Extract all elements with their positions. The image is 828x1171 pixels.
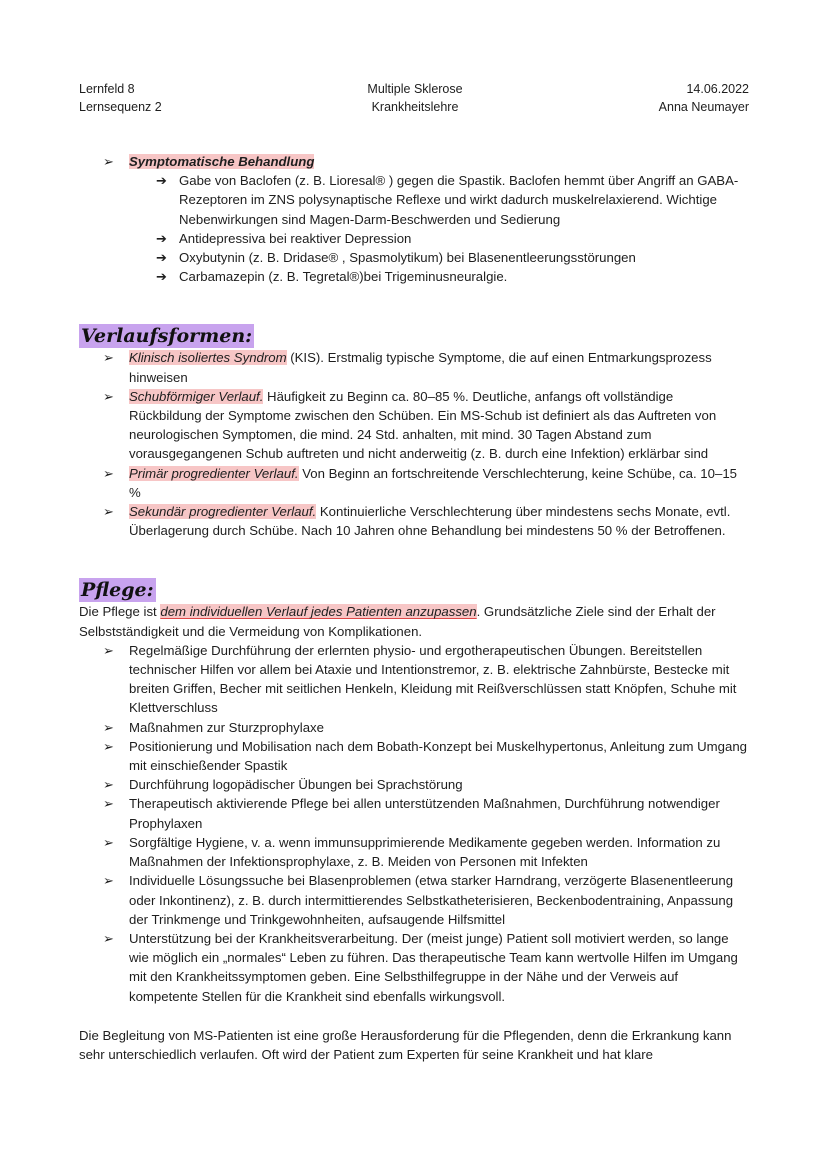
section-title-verlaufsformen: Verlaufsformen: xyxy=(81,325,253,348)
verlauf-section xyxy=(79,324,749,348)
pflege-intro-post: . Grundsätzliche Ziele sind der Erhalt der Selbstständigkeit und die Vermeidung von Komplikationen. xyxy=(79,604,716,639)
arrowhead-bullet-icon: ➢ xyxy=(103,719,114,735)
verlauf-term: Sekundär progredienter Verlauf. xyxy=(129,504,317,520)
header-subject: Krankheitslehre xyxy=(371,100,459,114)
arrowhead-bullet-icon: ➢ xyxy=(103,873,114,889)
list-item xyxy=(79,737,749,775)
arrowhead-bullet-icon: ➢ xyxy=(103,465,114,481)
pflege-intro-pre: Die Pflege ist xyxy=(79,604,161,620)
arrowhead-bullet-icon: ➢ xyxy=(103,834,114,850)
pflege-item-text: Durchführung logopädischer Übungen bei Sprachstörung xyxy=(129,777,463,793)
section-title-pflege: Pflege: xyxy=(81,579,154,602)
main-content xyxy=(79,152,749,1064)
verlauf-term: Schubförmiger Verlauf. xyxy=(129,388,264,404)
list-item xyxy=(79,871,749,929)
symptomatic-title: Symptomatische Behandlung xyxy=(129,154,315,169)
pflege-item-text: Individuelle Lösungssuche bei Blasenproblemen (etwa starker Harndrang, verzögerte Blasenentleerung oder Inkontinenz), z. B. durch intermittierendes Selbstkatheterisieren, Beckenbodentraining, Anpassung der Trinkmenge und Trinkgewohnheiten, aufsaugende Hilfsmittel xyxy=(129,873,734,927)
right-arrow-icon: ➔ xyxy=(156,173,167,189)
right-arrow-icon: ➔ xyxy=(156,230,167,246)
symptomatic-item-text: Gabe von Baclofen (z. B. Lioresal® ) gegen die Spastik. Baclofen hemmt über Angriff an GABA-Rezeptoren im ZNS polysynaptische Reflexe und wirkt dadurch muskelrelaxierend. Wichtige Nebenwirkungen sind Magen-Darm-Beschwerden und Sedierung xyxy=(179,173,739,227)
header-topic: Multiple Sklerose xyxy=(367,82,463,96)
header-center xyxy=(330,80,500,116)
list-item xyxy=(79,794,749,832)
right-arrow-icon: ➔ xyxy=(156,250,167,266)
header-course: Lernfeld 8 xyxy=(79,82,135,96)
pflege-item-text: Unterstützung bei der Krankheitsverarbeitung. Der (meist junge) Patient soll motiviert werden, so lange wie möglich ein „normales“ Leben zu führen. Das therapeutische Team kann wertvolle Hilfen im Umgang mit den Krankheitssymptomen geben. Eine Selbsthilfegruppe in der Nähe und der Verweis auf kompetente Stellen für die Krankheit sind ebenfalls wirkungsvoll. xyxy=(129,930,738,1004)
pflege-item-text: Positionierung und Mobilisation nach dem Bobath-Konzept bei Muskelhypertonus, Anleitung zum Umgang mit einschießender Spastik xyxy=(129,738,747,774)
arrowhead-bullet-icon: ➢ xyxy=(103,642,114,658)
closing-paragraph: Die Begleitung von MS-Patienten ist eine große Herausforderung für die Pflegenden, denn die Erkrankung kann sehr unterschiedlich verlaufen. Oft wird der Patient zum Experten für seine Krankheit und hat klare xyxy=(79,1027,732,1062)
verlauf-text: (KIS). Erstmalig typische Symptome, die auf einen Entmarkungsprozess hinweisen xyxy=(129,350,712,385)
symptomatic-item-text: Oxybutynin (z. B. Dridase® , Spasmolytikum) bei Blasenentleerungsstörungen xyxy=(179,250,636,266)
list-item xyxy=(79,641,749,718)
arrowhead-bullet-icon: ➢ xyxy=(103,504,114,520)
verlauf-term: Klinisch isoliertes Syndrom xyxy=(129,350,287,366)
pflege-section xyxy=(79,578,749,602)
list-item xyxy=(79,775,749,794)
list-item xyxy=(79,229,749,248)
verlauf-text: Häufigkeit zu Beginn ca. 80–85 %. Deutliche, anfangs oft vollständige Rückbildung der Symptome zwischen den Schüben. Ein MS-Schub ist definiert als das Auftreten von neurologischen Symptomen, die mind. 24 Std. anhalten, mit mind. 30 Tagen Abstand zum vorausgegangenen Schub auftreten und nicht anderweitig (z. B. durch eine Infektion) erklärbar sind xyxy=(129,388,717,462)
pflege-intro-highlight: dem individuellen Verlauf jedes Patienten anzupassen xyxy=(160,604,477,620)
pflege-intro xyxy=(79,602,749,640)
pflege-item-text: Regelmäßige Durchführung der erlernten physio- und ergotherapeutischen Übungen. Bereitstellen technischer Hilfen vor allem bei Ataxie und Intentionstremor, z. B. elektrische Zahnbürste, Bestecke mit breiten Griffen, Becher mit seitlichen Henkeln, Kleidung mit Reißverschlüssen statt Knöpfen, Schuhe mit Klettverschluss xyxy=(129,642,737,716)
list-item xyxy=(79,502,749,540)
arrowhead-bullet-icon: ➢ xyxy=(103,930,114,946)
list-item xyxy=(79,348,749,386)
verlauf-text: Kontinuierliche Verschlechterung über mindestens sechs Monate, evtl. Überlagerung durch Schübe. Nach 10 Jahren ohne Behandlung bei mindestens 50 % der Betroffenen. xyxy=(129,504,731,539)
list-item xyxy=(79,248,749,267)
list-item xyxy=(79,171,749,229)
symptomatic-item-text: Carbamazepin (z. B. Tegretal®)bei Trigeminusneuralgie. xyxy=(179,269,508,285)
arrowhead-bullet-icon: ➢ xyxy=(103,738,114,754)
arrowhead-bullet-icon: ➢ xyxy=(103,350,114,366)
header-date: 14.06.2022 xyxy=(686,82,749,96)
list-item xyxy=(79,833,749,871)
header-left xyxy=(79,80,162,116)
spacer xyxy=(79,1006,749,1026)
symptomatic-item-text: Antidepressiva bei reaktiver Depression xyxy=(179,230,412,246)
arrowhead-bullet-icon: ➢ xyxy=(103,388,114,404)
header-right xyxy=(600,80,749,116)
right-arrow-icon: ➔ xyxy=(156,269,167,285)
header-sequence: Lernsequenz 2 xyxy=(79,100,162,114)
verlauf-text: Von Beginn an fortschreitende Verschlechterung, keine Schübe, ca. 10–15 % xyxy=(129,465,737,500)
pflege-item-text: Maßnahmen zur Sturzprophylaxe xyxy=(129,719,324,735)
symptomatic-heading-item xyxy=(79,152,749,171)
arrowhead-bullet-icon: ➢ xyxy=(103,796,114,812)
spacer xyxy=(79,286,749,324)
list-item xyxy=(79,929,749,1006)
header-author: Anna Neumayer xyxy=(658,100,749,114)
spacer xyxy=(79,540,749,578)
list-item xyxy=(79,464,749,502)
arrowhead-bullet-icon: ➢ xyxy=(103,777,114,793)
list-item xyxy=(79,387,749,464)
arrowhead-bullet-icon: ➢ xyxy=(103,154,114,169)
verlauf-term: Primär progredienter Verlauf. xyxy=(129,465,299,481)
pflege-item-text: Sorgfältige Hygiene, v. a. wenn immunsupprimierende Medikamente gegeben werden. Information zu Maßnahmen der Infektionsprophylaxe, z. B. Meiden von Personen mit Infekten xyxy=(129,834,721,870)
list-item xyxy=(79,267,749,286)
list-item xyxy=(79,718,749,737)
pflege-item-text: Therapeutisch aktivierende Pflege bei allen unterstützenden Maßnahmen, Durchführung notwendiger Prophylaxen xyxy=(129,796,720,831)
